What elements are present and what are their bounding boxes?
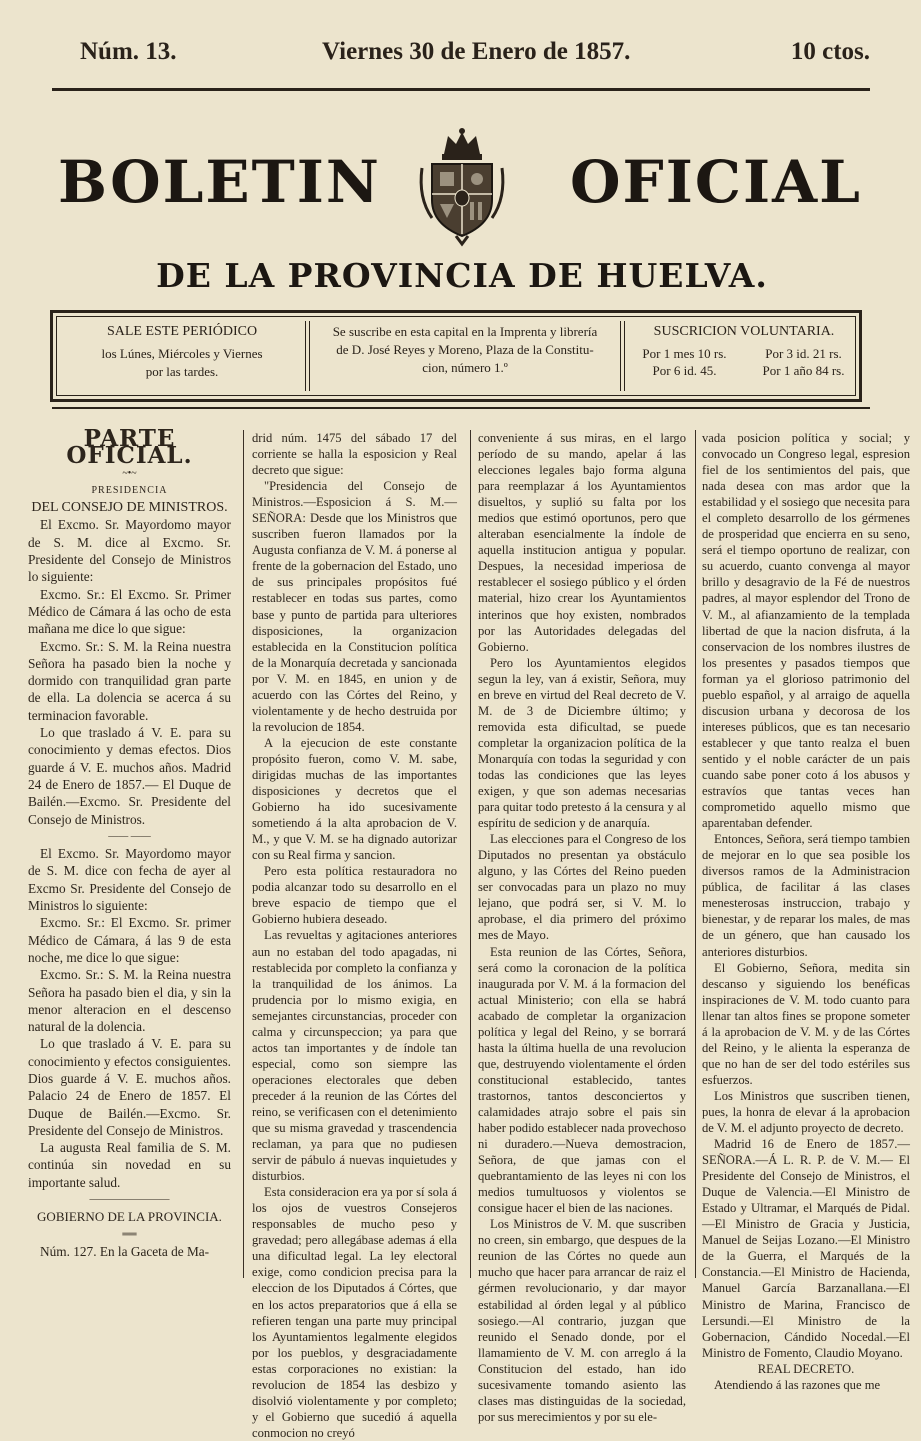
paragraph: drid núm. 1475 del sábado 17 del corriente se halla la esposicion y Real decreto que sigue:	[252, 431, 457, 478]
issue-header	[52, 38, 870, 74]
presidencia-label: PRESIDENCIA	[91, 484, 168, 496]
paragraph: Los Ministros que suscriben tienen, pues, la honra de elevar á la aprobacion de V. M. el adjunto proyecto de decreto.	[702, 1088, 910, 1136]
paragraph: Lo que traslado á V. E. para su conocimiento y efectos consiguientes. Dios guarde á V. E. muchos años. Palacio 24 de Enero de 1857. El Duque de Bailén.—Excmo. Sr. Presidente del Consejo de Ministros.	[28, 1036, 231, 1138]
column-1	[28, 425, 231, 1278]
info-box-inner	[56, 316, 856, 396]
ornament: ~•~	[122, 467, 137, 479]
real-decreto-heading: REAL DECRETO.	[757, 1361, 855, 1376]
separator: —— ——	[108, 830, 151, 842]
paragraph: Las elecciones para el Congreso de los Diputados no presentan ya obstáculo alguno, y las Córtes del Reino pueden ser convocadas para un plazo no muy lejano, que podrá ser, si V. M. lo aprobase, el dia primero del próximo mes de Mayo.	[478, 832, 686, 943]
paragraph: Los Ministros de V. M. que suscriben no creen, sin embargo, que despues de la reunion de las Córtes no quede aun mucho que hacer para arrancar de raiz el gérmen revolucionario, y dar mayor estabilidad al órden legal y al público sosiego.—Al contrario, juzgan que reunido el Senado donde, por el llamamiento de V. M. con arreglo á la Constitucion del estado, han ido sucesivamente tomando asiento las clases mas distinguidas de la sociedad, por sus merecimientos y por su ele-	[478, 1217, 686, 1424]
paragraph: Esta consideracion era ya por sí sola á los ojos de vuestros Consejeros responsables de mucho peso y gravedad; pero allegábase ademas á ella una dificultad legal. La ley electoral exige, como condicion precisa para la eleccion de los Diputados á Córtes, que en los actos preparatorios que á ella se refieren tengan una parte muy principal los Ayuntamientos legalmente elegidos por los pueblos, y desgraciadamente estas corporaciones no existian: la revolucion de 1854 las desbizo y disolvió violentamente y por completo; y el Gobierno que sucedió á aquella conmocion no creyó	[252, 1185, 457, 1440]
column-rule-1	[243, 430, 244, 1278]
column-rule-3	[695, 430, 696, 1278]
column-2	[252, 430, 457, 1440]
publication-schedule	[63, 323, 301, 389]
paragraph: "Presidencia del Consejo de Ministros.—Esposicion á S. M.—SEÑORA: Desde que los Ministros que suscriben fueron llamados por la Augusta confianza de V. M. á ponerse al frente de la gobernacion del Estado, uno de sus principales propósitos fué restablecer en todas sus partes, como base y punto de partida para ulteriores disposiciones, la organizacion establecida en la Constitucion política de la Monarquía decretada y sancionada por V. M. en 1845, en union y de acuerdo con las Córtes del Reino, y violentamente y de hecho destruida por la revolucion de 1854.	[252, 479, 457, 734]
paragraph: Excmo. Sr.: S. M. la Reina nuestra Señora ha pasado bien la noche y dormido con tranquilidad gran parte de ella. La dolencia se acerca á su terminacion favorable.	[28, 638, 231, 723]
price-1-month: Por 1 mes 10 rs.	[642, 346, 727, 361]
subscription-place	[315, 323, 615, 389]
paragraph: Excmo. Sr.: S. M. la Reina nuestra Señora ha pasado bien el dia, y sin la menor alteracion en el descenso natural de la dolencia.	[28, 967, 231, 1035]
paragraph: Las revueltas y agitaciones anteriores aun no estaban del todo apagadas, ni restablecida por completo la confianza y la tranquilidad de los ánimos. La prudencia por lo mismo exigia, en semejantes circunstancias, proceder con calma y circunspeccion; ya para que actos tan importantes y de índole tan especial, como son siempre las operaciones electorales que deben preceder á la reunion de las Córtes del reino, se verificasen con el detenimiento que su misma gravedad y trascendencia reclaman, ya para que no pudiesen servir de pábulo á nuevas inquietudes y disturbios.	[252, 928, 457, 1184]
schedule-title: SALE ESTE PERIÓDICO	[106, 324, 258, 339]
price-1-year: Por 1 año 84 rs.	[762, 363, 845, 378]
column-4	[702, 430, 910, 1392]
schedule-days: los Lúnes, Miércoles y Viernes	[101, 346, 263, 361]
paragraph: Madrid 16 de Enero de 1857.— SEÑORA.—Á L. R. P. de V. M.— El Presidente del Consejo de Ministros, el Duque de Valencia.—El Ministro de Estado y Ultramar, el Marqués de Pidal.—El Ministro de Gracia y Justicia, Manuel de Seijas Lozano.—El Ministro de la Guerra, el Marqués de la Constancia.—El Ministro de Hacienda, Manuel García Barzanallana.—El Ministro de Marina, Francisco de Lersundi.—El Ministro de la Gobernacion, Cándido Nocedal.—El Ministro de Fomento, Claudio Moyano.	[702, 1137, 910, 1360]
place-line-2: de D. José Reyes y Moreno, Plaza de la Constitu-	[336, 342, 594, 357]
masthead-subtitle: DE LA PROVINCIA DE HUELVA.	[156, 256, 768, 295]
paragraph: Excmo. Sr.: El Excmo. Sr. primer Médico de Cámara, á las 9 de esta noche, me dice lo que sigue:	[28, 915, 231, 965]
prices-grid	[629, 345, 859, 379]
column-rule-2	[470, 430, 471, 1278]
paragraph: El Excmo. Sr. Mayordomo mayor de S. M. dice con fecha de ayer al Excmo Sr. Presidente del Consejo de Ministros lo siguiente:	[28, 846, 231, 914]
double-rule: ══	[122, 1228, 137, 1240]
royal-coat-of-arms-icon	[418, 128, 506, 246]
paragraph: vada posicion política y social; y convocado un Congreso legal, espresion fiel de los sentimientos del pais, que nada desea con mas ardor que la estabilidad y el sosiego que necesita para el completo desarrollo de los gérmenes de prosperidad que encierra en su seno, será el tiempo oportuno de realizar, con su acuerdo, cuanto convenga al mayor brillo y desagravio de la Fé de nuestros padres, al mayor esplendor del Trono de V. M., al afianzamiento de la templada libertad de que la nacion disfruta, á la conservacion de los nombres ilustres de los presentes y pasados tiempos que forman ya el glorioso patrimonio del pueblo español, y al arraigo de aquella discusion urbana y decorosa de los intereses públicos, que es tan necesario establecer y que tanto realza el buen sentido y el noble carácter de un pais cuando sabe poner coto á los abusos y estravíos que tantas veces han comprometido aquello mismo que aparentaban defender.	[702, 431, 910, 831]
subscription-prices	[629, 323, 859, 389]
paragraph: La augusta Real familia de S. M. continúa sin novedad en su importante salud.	[28, 1140, 231, 1190]
masthead-title-left: BOLETIN	[58, 148, 381, 216]
place-line-1: Se suscribe en esta capital en la Imprenta y librería	[332, 324, 598, 339]
issue-date: Viernes 30 de Enero de 1857.	[322, 38, 631, 65]
issue-number: Núm. 13.	[80, 38, 177, 65]
prices-title: SUSCRICION VOLUNTARIA.	[653, 324, 835, 339]
paragraph: Núm. 127. En la Gaceta de Ma-	[40, 1243, 210, 1259]
issue-price: 10 ctos.	[790, 38, 870, 65]
paragraph: El Excmo. Sr. Mayordomo mayor de S. M. dice al Excmo. Sr. Presidente del Consejo de Ministros lo siguiente:	[28, 517, 231, 585]
paragraph: Pero los Ayuntamientos elegidos segun la ley, van á existir, Señora, muy en breve en virtud del Real decreto de V. M. de 3 de Diciembre último; y removida esta dificultad, se puede completar la organizacion política de la Monarquía con todas la seguridad y con todas las condiciones que las leyes exigen, y que son ademas necesarias para quitar todo pretesto á la censura y al espíritu de sedicion y de anarquía.	[478, 655, 686, 831]
paragraph: El Gobierno, Señora, medita sin descanso y siguiendo los benéficas inspiraciones de V. M. todo cuanto para llenar tan altos fines se propone someter á la aprobacion de V. M. y de las Córtes del Reino, y le alienta la esperanza de que no han de ser del todo estériles sus esfuerzos.	[702, 960, 910, 1087]
consejo-heading: DEL CONSEJO DE MINISTROS.	[31, 500, 228, 516]
separator: ————————	[89, 1194, 170, 1206]
paragraph: Excmo. Sr.: El Excmo. Sr. Primer Médico de Cámara á las ocho de esta mañana me dice lo que sigue:	[28, 586, 231, 637]
section-heading-parte-oficial: PARTE OFICIAL.	[66, 425, 193, 470]
schedule-time: por las tardes.	[145, 364, 219, 379]
subscription-info-box	[50, 310, 862, 402]
paragraph: Lo que traslado á V. E. para su conocimiento y demas efectos. Dios guarde á V. E. muchos años. Madrid 24 de Enero de 1857.— El Duque de Bailén.—Excmo. Sr. Presidente del Consejo de Ministros.	[28, 725, 231, 827]
info-bottom-rule	[52, 407, 870, 409]
info-divider-2	[620, 321, 625, 391]
price-3-months: Por 3 id. 21 rs.	[765, 346, 842, 361]
paragraph: Entonces, Señora, será tiempo tambien de mejorar en lo que sea posible los diversos ramos de la Administracion pública, de facilitar á las clases menesterosas instruccion, trabajo y bienestar, y de reparar los males, de mas de un género, que han causado los anteriores disturbios.	[702, 832, 910, 959]
price-6-months: Por 6 id. 45.	[652, 363, 717, 378]
paragraph: Esta reunion de las Córtes, Señora, será como la coronacion de la política inaugurada por V. M. á la formacion del actual Ministerio; con ella se habrá acabado de completar la organizacion política y legal del Reino, y se borrará hasta la última huella de una revolucion que, destruyendo violentamente el órden constitucional establecido, tantes trastornos, tantos desconciertos y calamidades atrajo sobre el pais sin haber podido establecer nada provechoso ni duradero.—Nueva demostracion, Señora, de que jamas con el quebrantamiento de las leyes ni con los medios tumultuosos y violentos se consigue hacer el bien de las naciones.	[478, 944, 686, 1216]
info-divider-1	[305, 321, 310, 391]
paragraph: conveniente á sus miras, en el largo período de su mando, apelar á las elecciones legales bajo forma alguna para reemplazar á los Ayuntamientos disueltos, y suplió su falta por los medios que estimó oportunos, pero que alteraban esencialmente la índole de aquella institucion antigua y popular. Despues, la necesidad imperiosa de restablecer el sosiego público y el órden material, hizo crear los Ayuntamientos interinos que hoy existen, nombrados por las Autoridades delegadas del Gobierno.	[478, 431, 686, 654]
paragraph: A la ejecucion de este constante propósito fueron, como V. M. sabe, dirigidas muchas de las importantes disposiciones y decretos que el Gobierno ha ido sucesivamente sometiendo á la alta aprobacion de V. M., y que V. M. se ha dignado autorizar con su Real firma y sancion.	[252, 735, 457, 863]
paragraph: Atendiendo á las razones que me	[714, 1377, 881, 1392]
gobierno-heading: GOBIERNO DE LA PROVINCIA.	[37, 1209, 222, 1225]
top-rule	[52, 88, 870, 91]
paragraph: Pero esta política restauradora no podia alcanzar todo su desarrollo en el breve espacio de tiempo que el Gobierno hubiera deseado.	[252, 864, 457, 927]
place-line-3: cion, número 1.º	[422, 360, 508, 375]
masthead-title-right: OFICIAL	[570, 148, 862, 216]
column-3	[478, 430, 686, 1424]
